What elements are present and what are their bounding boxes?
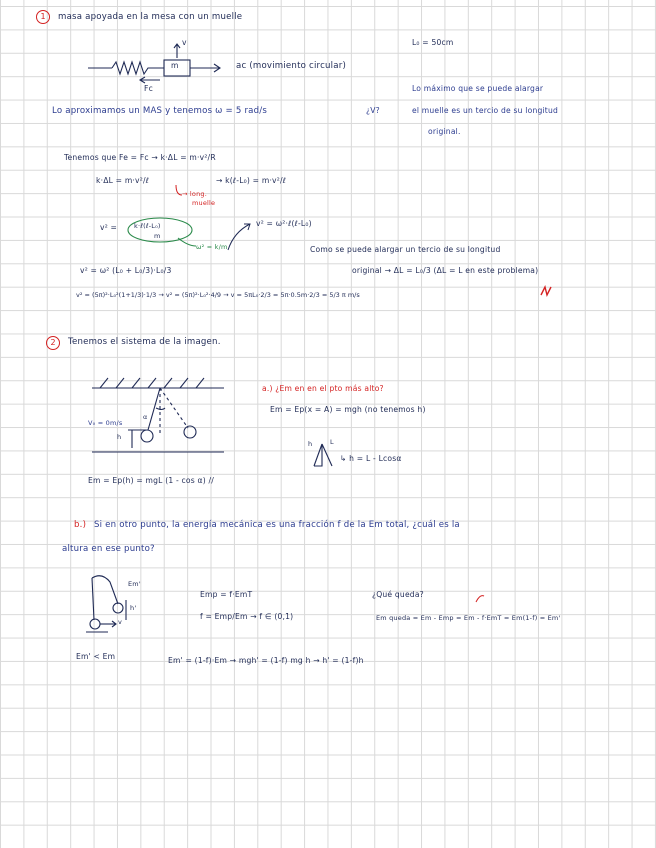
result-mark — [541, 287, 551, 295]
problem-2-title: Tenemos el sistema de la imagen. — [68, 337, 221, 347]
triangle-h: h — [308, 440, 313, 448]
h-label: h — [117, 433, 122, 441]
question-line-1: Lo máximo que se puede alargar — [412, 84, 544, 93]
equation-1: Tenemos que Fe = Fc → k·ΔL = m·v²/R — [64, 153, 216, 162]
omega-squared: ω² = k/m — [196, 243, 228, 251]
triangle-diagram — [314, 444, 332, 466]
connect-arrow — [228, 224, 250, 250]
velocity-label: v — [182, 38, 187, 47]
red-tick — [476, 596, 484, 602]
long-muelle-2: muelle — [192, 199, 216, 207]
queda-question: ¿Qué queda? — [372, 590, 424, 599]
spring-mass-diagram — [88, 44, 220, 83]
equation-3c: m — [154, 232, 161, 240]
equation-3d: v² = ω²·ℓ(ℓ-L₀) — [256, 219, 312, 228]
mass-label: m — [171, 61, 179, 70]
queda-equation: Em queda = Em - Emp = Em - f·EmT = Em(1-f) = Em' — [376, 614, 561, 622]
emp-equation: Emp = f·EmT — [200, 590, 253, 599]
como-line-2: original → ΔL = L₀/3 (ΔL = L en este problema) — [352, 266, 539, 275]
v0-label: V₀ = 0m/s — [88, 419, 123, 427]
question-a: a.) ¿Em en en el pto más alto? — [262, 384, 384, 393]
em-less: Em' < Em — [76, 652, 116, 661]
lo-value: L₀ = 50cm — [412, 38, 454, 47]
pendulum-diagram — [92, 378, 224, 452]
equation-5: v² = (5π)²·L₀²(1+1/3)·1/3 → v² = (5π)²·L₀²·4/9 → v = 5πL₀·2/3 = 5π·0.5m·2/3 = 5/3 π m/s — [76, 291, 360, 299]
long-muelle-1: → long. — [182, 190, 208, 198]
em-prime-label: Em' — [128, 580, 141, 588]
problem-2-number: 2 — [46, 336, 60, 350]
ac-label: ac (movimiento circular) — [236, 61, 346, 71]
em-equation: Em = Ep(x = A) = mgh (no tenemos h) — [270, 405, 426, 414]
equation-3b: k·ℓ(ℓ-L₀) — [134, 222, 161, 230]
problem-1-title: masa apoyada en la mesa con un muelle — [58, 12, 243, 22]
final-equation: Em' = (1-f)·Em → mgh' = (1-f) mg h → h' = (1-f)h — [168, 656, 364, 665]
triangle-L: L — [330, 438, 334, 446]
equation-2b: → k(ℓ-L₀) = m·v²/ℓ — [216, 176, 287, 185]
question-line-2: el muelle es un tercio de su longitud — [412, 106, 559, 115]
h-prime-label: h' — [130, 604, 137, 612]
alpha-label: α — [143, 413, 148, 421]
como-line-1: Como se puede alargar un tercio de su longitud — [310, 245, 501, 254]
problem-1-number: 1 — [36, 10, 50, 24]
h-equation: ↳ h = L - Lcosα — [340, 454, 402, 463]
f-equation: f = Emp/Em → f ∈ (0,1) — [200, 612, 294, 621]
mas-approx: Lo aproximamos un MAS y tenemos ω = 5 rad/s — [52, 106, 268, 116]
em-final: Em = Ep(h) = mgL (1 - cos α) // — [88, 476, 215, 485]
equation-2a: k·ΔL = m·v²/ℓ — [96, 176, 150, 185]
question-mark-v: ¿V? — [366, 106, 380, 115]
question-b-text: Si en otro punto, la energía mecánica es una fracción f de la Em total, ¿cuál es la — [94, 520, 460, 530]
equation-4: v² = ω² (L₀ + L₀/3)·L₀/3 — [80, 266, 172, 275]
v-label-b: v — [118, 618, 123, 626]
question-b-text-2: altura en ese punto? — [62, 544, 155, 554]
question-b-label: b.) — [74, 520, 87, 530]
fc-label: Fc — [144, 84, 153, 93]
equation-3a: v² = — [100, 223, 118, 232]
question-line-3: original. — [428, 127, 461, 136]
